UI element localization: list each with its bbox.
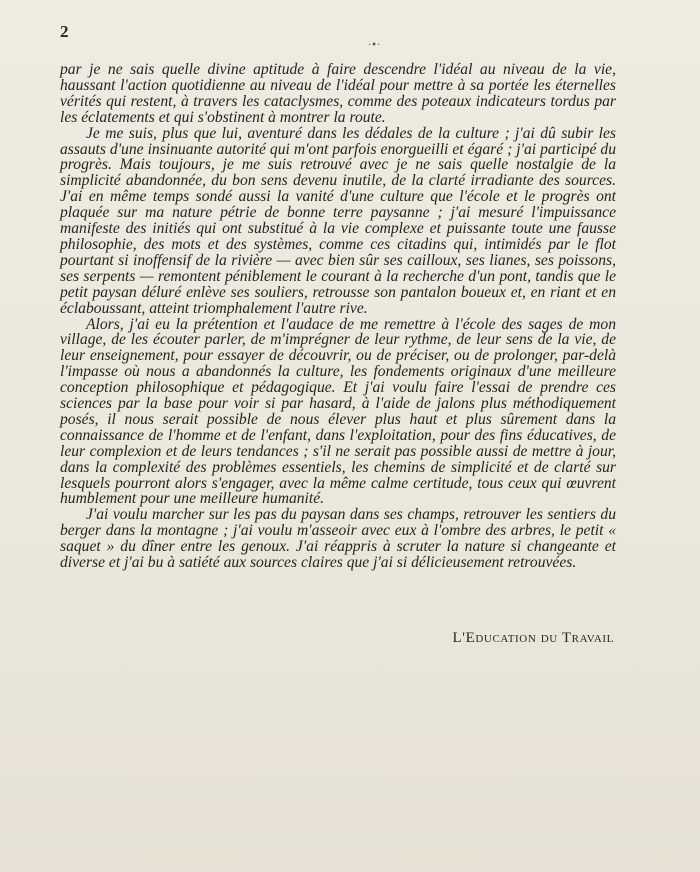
body-text xyxy=(60,62,616,571)
paragraph-4: J'ai voulu marcher sur les pas du paysan dans ses champs, retrouver les sentiers du berger dans la montagne ; j'ai voulu m'asseoir avec eux à l'ombre des arbres, le petit « saquet » du dîner entre les genoux. J'ai réappris à scruter la nature si changeante et diverse et j'ai bu à satiété aux sources claires que j'ai si délicieusement retrouvées. xyxy=(60,506,616,572)
header-ornament: ·•· xyxy=(368,40,381,51)
paragraph-3: Alors, j'ai eu la prétention et l'audace de me remettre à l'école des sages de mon village, de les écouter parler, de m'imprégner de leur rythme, de leur sens de la vie, de leur enseignement, pour essayer de découvrir, ou de préciser, ou de prolonger, par-delà l'impasse où nous a abandonnés la culture, les fondements originaux d'une meilleure conception philosophique et pédagogique. Et j'ai voulu faire l'essai de prendre ces sciences par la base pour voir si par hasard, à l'aide de jalons plus méthodiquement posés, il nous serait possible de nous élever plus haut et plus sûrement dans la connaissance de l'homme et de l'enfant, dans l'exploitation, pour des fins éducatives, de leur complexion et de leurs tendances ; s'il ne serait pas possible aussi de mettre à jour, dans la complexité des problèmes essentiels, les chemins de simplicité et de clarté sur lesquels pourront alors s'engager, avec la même calme certitude, tous ceux qui œuvrent humblement pour une meilleure humanité. xyxy=(60,315,616,508)
paragraph-2: Je me suis, plus que lui, aventuré dans les dédales de la culture ; j'ai dû subir les assauts d'une insinuante autorité qui m'ont parfois enorgueilli et égaré ; j'ai participé du progrès. Mais toujours, je me suis retrouvé avec je ne sais quelle nostalgie de la simplicité abandonnée, du bon sens devenu inutile, de la clarté irradiante des sources. J'ai en même temps sondé aussi la vanité d'une culture que l'école et le progrès ont plaquée sur ma nature pétrie de bonne terre paysanne ; j'ai mesuré l'impuissance manifeste des initiés qui ont substitué à la vie complexe et puissante toute une fausse philosophie, des mots et des systèmes, comme ces citadins qui, intimidés par le flot pourtant si inoffensif de la rivière — avec bien sûr ses cailloux, ses lianes, ses poissons, ses serpents — remontent péniblement le courant à la recherche d'un pont, tandis que le petit paysan déluré enlève ses souliers, retrousse son pantalon boueux et, en riant et en éclaboussant, atteint triomphalement l'autre rive. xyxy=(60,124,616,317)
signature: L'Education du Travail xyxy=(452,630,614,646)
paragraph-1: par je ne sais quelle divine aptitude à faire descendre l'idéal au niveau de la vie, haussant l'action quotidienne au niveau de l'idéal pour mettre à sa portée les éternelles vérités qui restent, à travers les cataclysmes, comme des poteaux indicateurs tordus par les éclatements et qui s'obstinent à montrer la route. xyxy=(60,61,616,126)
page-number: 2 xyxy=(60,22,69,41)
